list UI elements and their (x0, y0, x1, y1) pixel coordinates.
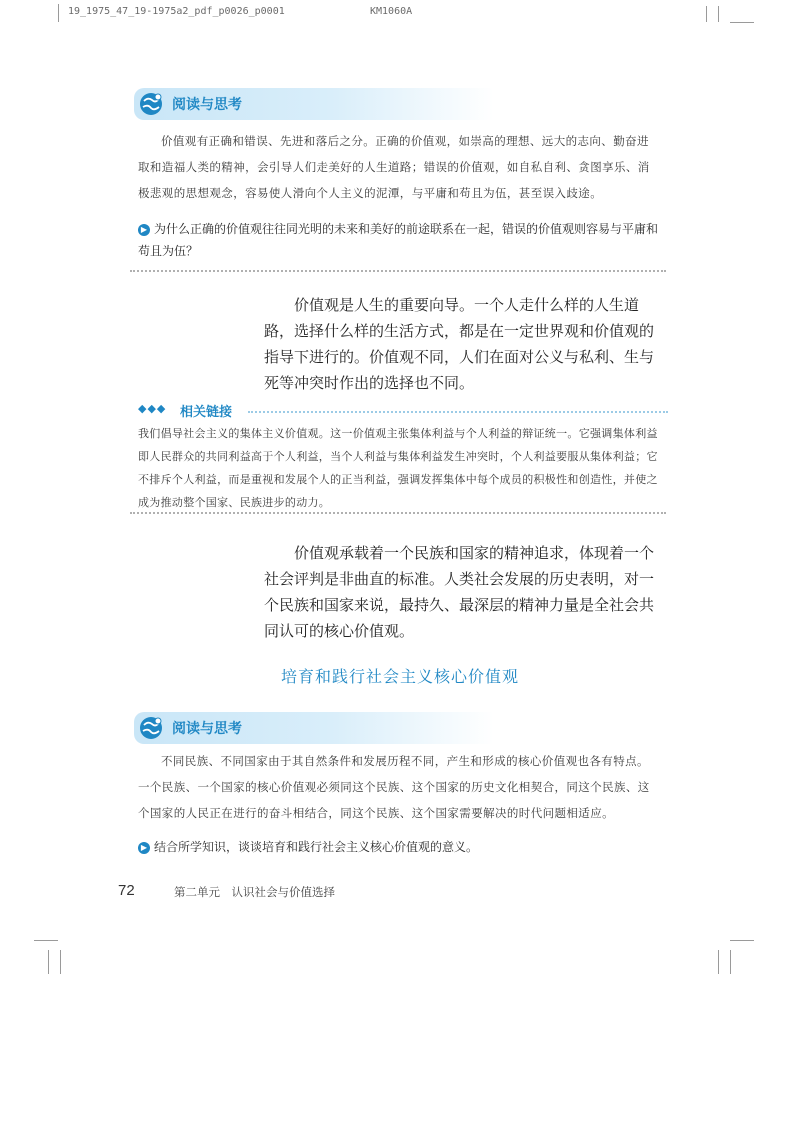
crop-mark (718, 950, 719, 974)
reading-title-1: 阅读与思考 (172, 97, 242, 113)
crop-mark (718, 6, 719, 22)
body-paragraph-1: 价值观是人生的重要向导。一个人走什么样的人生道路，选择什么样的生活方式，都是在一定世界观和价值观的指导下进行的。价值观不同，人们在面对公义与私利、生与死等冲突时作出的选择也不同。 (264, 296, 655, 392)
crop-mark (58, 4, 59, 22)
diamond-icon: ◆◆◆ (138, 402, 167, 415)
crop-mark (48, 950, 49, 974)
question-text-2: 结合所学知识，谈谈培育和践行社会主义核心价值观的意义。 (154, 840, 479, 854)
section-title: 培育和践行社会主义核心价值观 (280, 667, 519, 686)
reading-globe-icon (138, 715, 164, 741)
body-paragraph-2: 价值观承载着一个民族和国家的精神追求，体现着一个社会评判是非曲直的标准。人类社会发展的历史表明，对一个民族和国家来说，最持久、最深层的精神力量是全社会共同认可的核心价值观。 (264, 544, 655, 640)
question-arrow-icon: ▶ (138, 224, 150, 236)
reading-question-1 (138, 218, 668, 262)
scan-code: KM1060A (370, 6, 413, 17)
scan-header (50, 6, 750, 22)
reading-banner-2 (134, 712, 494, 744)
reading-question-2 (138, 836, 668, 858)
reading-text-2: 不同民族、不同国家由于其自然条件和发展历程不同，产生和形成的核心价值观也各有特点。一个民族、一个国家的核心价值观必须同这个民族、这个国家的历史文化相契合，同这个民族、这个国家的人民正在进行的奋斗相结合，同这个民族、这个国家需要解决的时代问题相适应。 (138, 754, 650, 820)
crop-mark (730, 950, 731, 974)
scan-file-id: 19_1975_47_19-1975a2_pdf_p0026_p0001 (68, 6, 285, 17)
reading-banner-1 (134, 88, 494, 120)
crop-mark (60, 950, 61, 974)
related-link-title: 相关链接 (180, 405, 233, 420)
page-footer (118, 882, 518, 904)
crop-mark (706, 6, 707, 22)
reading-title-2: 阅读与思考 (172, 721, 242, 737)
crop-mark (34, 940, 58, 941)
related-link-text: 我们倡导社会主义的集体主义价值观。这一价值观主张集体利益与个人利益的辩证统一。它强调集体利益即人民群众的共同利益高于个人利益，当个人利益与集体利益发生冲突时，个人利益要服从集体利益；它不排斥个人利益，而是重视和发展个人的正当利益，强调发挥集体中每个成员的积极性和创造性，并使之成为推动整个国家、民族进步的动力。 (138, 427, 658, 509)
dotted-divider (130, 512, 666, 514)
unit-title: 第二单元 认识社会与价值选择 (174, 885, 335, 899)
question-arrow-icon: ▶ (138, 842, 150, 854)
related-link-dots (248, 411, 668, 413)
reading-globe-icon (138, 91, 164, 117)
page-number: 72 (118, 882, 135, 899)
related-link-header (138, 402, 668, 422)
question-text-1: 为什么正确的价值观往往同光明的未来和美好的前途联系在一起，错误的价值观则容易与平庸和苟且为伍？ (138, 222, 659, 258)
crop-mark (730, 940, 754, 941)
crop-mark (730, 22, 754, 23)
dotted-divider (130, 270, 666, 272)
reading-text-1: 价值观有正确和错误、先进和落后之分。正确的价值观，如崇高的理想、远大的志向、勤奋进取和造福人类的精神，会引导人们走美好的人生道路；错误的价值观，如自私自利、贪图享乐、消极悲观的思想观念，容易使人滑向个人主义的泥潭，与平庸和苟且为伍，甚至误入歧途。 (138, 134, 650, 200)
